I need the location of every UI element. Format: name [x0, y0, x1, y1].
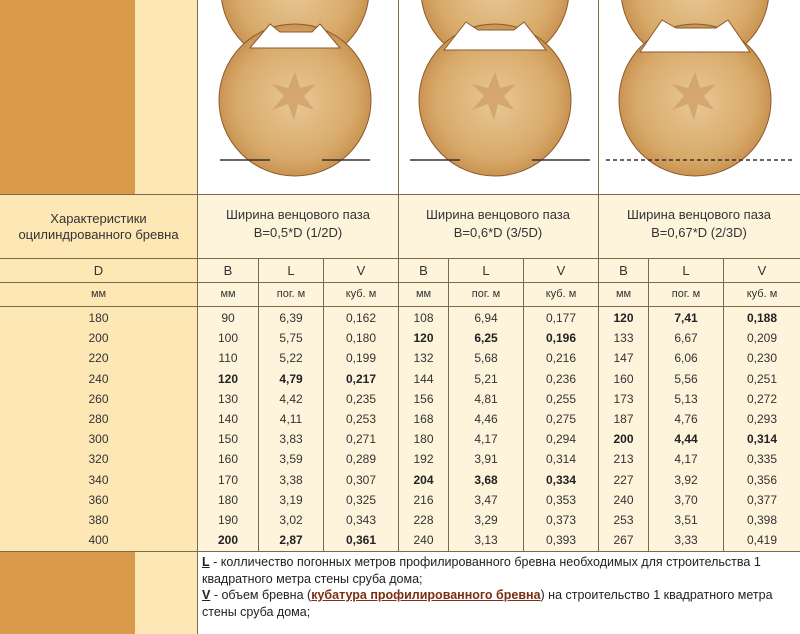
value-cell: 267	[613, 533, 634, 547]
value-cell: 7,41	[674, 311, 698, 325]
column-unit: мм	[90, 288, 107, 300]
value-cell: 0,307	[345, 473, 377, 487]
footnote-l-key: L	[202, 555, 210, 569]
footnote-v-key: V	[202, 588, 211, 602]
value-cell: 90	[221, 311, 235, 325]
column-letter: V	[556, 263, 566, 278]
value-cell: 110	[218, 351, 238, 365]
diameter-cell: 220	[88, 351, 109, 365]
value-cell: 0,314	[746, 432, 778, 446]
value-cell: 170	[217, 473, 239, 487]
value-cell: 0,235	[345, 392, 377, 406]
value-cell: 173	[613, 392, 634, 406]
column-letter: B	[223, 263, 233, 278]
value-cell: 4,44	[674, 432, 698, 446]
value-cell: 6,39	[279, 311, 303, 325]
log-profile-image-1	[200, 0, 398, 178]
value-cell: 0,217	[345, 372, 377, 386]
value-cell: 140	[217, 412, 239, 426]
column-unit: куб. м	[746, 288, 778, 300]
value-cell: 2,87	[279, 533, 303, 547]
diameter-cell: 380	[88, 513, 109, 527]
value-cell: 187	[613, 412, 634, 426]
value-cell: 3,51	[674, 513, 698, 527]
value-cell: 0,325	[345, 493, 377, 507]
column-unit: мм	[220, 288, 236, 300]
value-cell: 156	[413, 392, 434, 406]
group-title: Ширина венцового паза	[426, 207, 570, 222]
value-cell: 0,209	[746, 331, 778, 345]
value-cell: 3,59	[279, 452, 303, 466]
value-cell: 5,56	[674, 372, 698, 386]
value-cell: 0,343	[345, 513, 377, 527]
column-unit: мм	[615, 288, 632, 300]
diameter-cell: 360	[88, 493, 109, 507]
value-cell: 0,271	[345, 432, 377, 446]
group-title: Ширина венцового паза	[226, 207, 370, 222]
value-cell: 5,68	[474, 351, 498, 365]
value-cell: 6,25	[474, 331, 498, 345]
column-unit: куб. м	[345, 288, 377, 300]
value-cell: 4,17	[674, 452, 698, 466]
value-cell: 5,13	[674, 392, 698, 406]
value-cell: 0,180	[345, 331, 377, 345]
diameter-cell: 340	[88, 473, 109, 487]
value-cell: 168	[413, 412, 434, 426]
value-cell: 0,334	[545, 473, 577, 487]
column-letter: L	[682, 263, 690, 278]
cubature-link[interactable]: кубатура профилированного бревна	[311, 588, 541, 602]
value-cell: 100	[217, 331, 239, 345]
value-cell: 0,373	[545, 513, 577, 527]
column-letter: L	[482, 263, 490, 278]
value-cell: 108	[413, 311, 434, 325]
diameter-cell: 200	[88, 331, 109, 345]
value-cell: 3,70	[674, 493, 698, 507]
value-cell: 5,22	[279, 351, 303, 365]
value-cell: 0,251	[746, 372, 778, 386]
value-cell: 6,67	[674, 331, 698, 345]
value-cell: 0,377	[746, 493, 778, 507]
value-cell: 240	[413, 533, 434, 547]
value-cell: 0,393	[545, 533, 577, 547]
value-cell: 0,419	[746, 533, 778, 547]
value-cell: 4,17	[474, 432, 498, 446]
value-cell: 192	[413, 452, 434, 466]
group-header-1	[198, 206, 398, 246]
value-cell: 0,335	[746, 452, 778, 466]
value-cell: 3,92	[674, 473, 698, 487]
group-title: Ширина венцового паза	[627, 207, 771, 222]
value-cell: 5,75	[279, 331, 303, 345]
footnote-v	[202, 587, 798, 620]
diameter-cell: 400	[88, 533, 109, 547]
value-cell: 0,293	[746, 412, 778, 426]
value-cell: 0,398	[746, 513, 778, 527]
column-unit: пог. м	[671, 288, 701, 300]
value-cell: 0,177	[545, 311, 577, 325]
diameter-cell: 260	[88, 392, 109, 406]
value-cell: 6,94	[474, 311, 498, 325]
value-cell: 180	[217, 493, 239, 507]
diameter-cell: 240	[88, 372, 109, 386]
column-unit: куб. м	[545, 288, 577, 300]
value-cell: 120	[217, 372, 239, 386]
column-letter: D	[93, 263, 104, 278]
group-header-3	[598, 206, 800, 246]
value-cell: 6,06	[674, 351, 698, 365]
value-cell: 0,216	[545, 351, 577, 365]
value-cell: 0,275	[545, 412, 577, 426]
value-cell: 0,272	[746, 392, 778, 406]
value-cell: 0,199	[345, 351, 377, 365]
value-cell: 0,162	[345, 311, 377, 325]
value-cell: 133	[613, 331, 634, 345]
value-cell: 0,255	[545, 392, 577, 406]
value-cell: 3,47	[474, 493, 498, 507]
value-cell: 0,236	[545, 372, 577, 386]
footnote-v-text-2: ) на строительство 1 квадратного метра стены сруба дома;	[202, 588, 773, 619]
value-cell: 160	[613, 372, 634, 386]
value-cell: 240	[613, 493, 634, 507]
value-cell: 227	[613, 473, 634, 487]
log-profile-image-2	[400, 0, 598, 178]
value-cell: 0,314	[545, 452, 577, 466]
value-cell: 4,11	[279, 412, 303, 426]
value-cell: 3,29	[474, 513, 498, 527]
value-cell: 0,356	[746, 473, 778, 487]
value-cell: 120	[413, 331, 434, 345]
value-cell: 3,68	[474, 473, 498, 487]
column-letter: V	[757, 263, 767, 278]
value-cell: 147	[613, 351, 634, 365]
value-cell: 200	[613, 432, 634, 446]
value-cell: 4,46	[474, 412, 498, 426]
value-cell: 253	[613, 513, 634, 527]
column-letter: B	[419, 263, 428, 278]
value-cell: 0,294	[545, 432, 577, 446]
value-cell: 190	[217, 513, 239, 527]
diameter-cell: 300	[88, 432, 109, 446]
value-cell: 216	[413, 493, 434, 507]
group-formula: B=0,67*D (2/3D)	[651, 225, 747, 240]
value-cell: 5,21	[474, 372, 498, 386]
value-cell: 0,230	[746, 351, 778, 365]
value-cell: 0,361	[345, 533, 377, 547]
value-cell: 3,19	[279, 493, 303, 507]
group-formula: B=0,6*D (3/5D)	[453, 225, 543, 240]
value-cell: 204	[413, 473, 434, 487]
group-formula: B=0,5*D (1/2D)	[253, 225, 343, 240]
column-unit: мм	[415, 288, 432, 300]
value-cell: 4,42	[279, 392, 303, 406]
value-cell: 4,81	[474, 392, 498, 406]
grid-line	[0, 551, 800, 552]
value-cell: 150	[217, 432, 239, 446]
value-cell: 0,289	[345, 452, 377, 466]
value-cell: 0,188	[746, 311, 778, 325]
value-cell: 180	[413, 432, 434, 446]
value-cell: 3,38	[279, 473, 303, 487]
value-cell: 0,196	[545, 331, 577, 345]
footnote-v-text-1: - объем бревна (	[210, 588, 312, 602]
column-unit: пог. м	[471, 288, 501, 300]
group-header-2	[398, 206, 598, 246]
value-cell: 3,33	[674, 533, 698, 547]
characteristics-header: Характеристики оцилиндрованного бревна	[18, 211, 179, 242]
diameter-cell: 280	[88, 412, 109, 426]
value-cell: 228	[413, 513, 434, 527]
value-cell: 120	[613, 311, 634, 325]
value-cell: 4,76	[674, 412, 698, 426]
value-cell: 3,83	[279, 432, 303, 446]
value-cell: 4,79	[279, 372, 303, 386]
column-letter: V	[356, 263, 366, 278]
column-letter: B	[619, 263, 628, 278]
value-cell: 130	[217, 392, 239, 406]
footnote-l-text: - колличество погонных метров профилированного бревна необходимых для строительства 1 квадратного метра стены сруба дома;	[202, 555, 761, 586]
value-cell: 3,13	[474, 533, 498, 547]
footnote	[202, 554, 798, 620]
column-unit: пог. м	[276, 288, 306, 300]
grid-line	[0, 306, 800, 307]
value-cell: 3,91	[474, 452, 498, 466]
value-cell: 3,02	[279, 513, 303, 527]
footnote-l	[202, 554, 798, 587]
column-letter: L	[287, 263, 295, 278]
log-profile-image-3	[600, 0, 800, 178]
value-cell: 0,353	[545, 493, 577, 507]
value-cell: 160	[217, 452, 239, 466]
value-cell: 200	[217, 533, 239, 547]
value-cell: 132	[413, 351, 434, 365]
value-cell: 144	[413, 372, 434, 386]
diameter-cell: 320	[88, 452, 109, 466]
grid-line	[0, 194, 800, 195]
value-cell: 0,253	[345, 412, 377, 426]
value-cell: 213	[613, 452, 634, 466]
diameter-cell: 180	[88, 311, 109, 325]
